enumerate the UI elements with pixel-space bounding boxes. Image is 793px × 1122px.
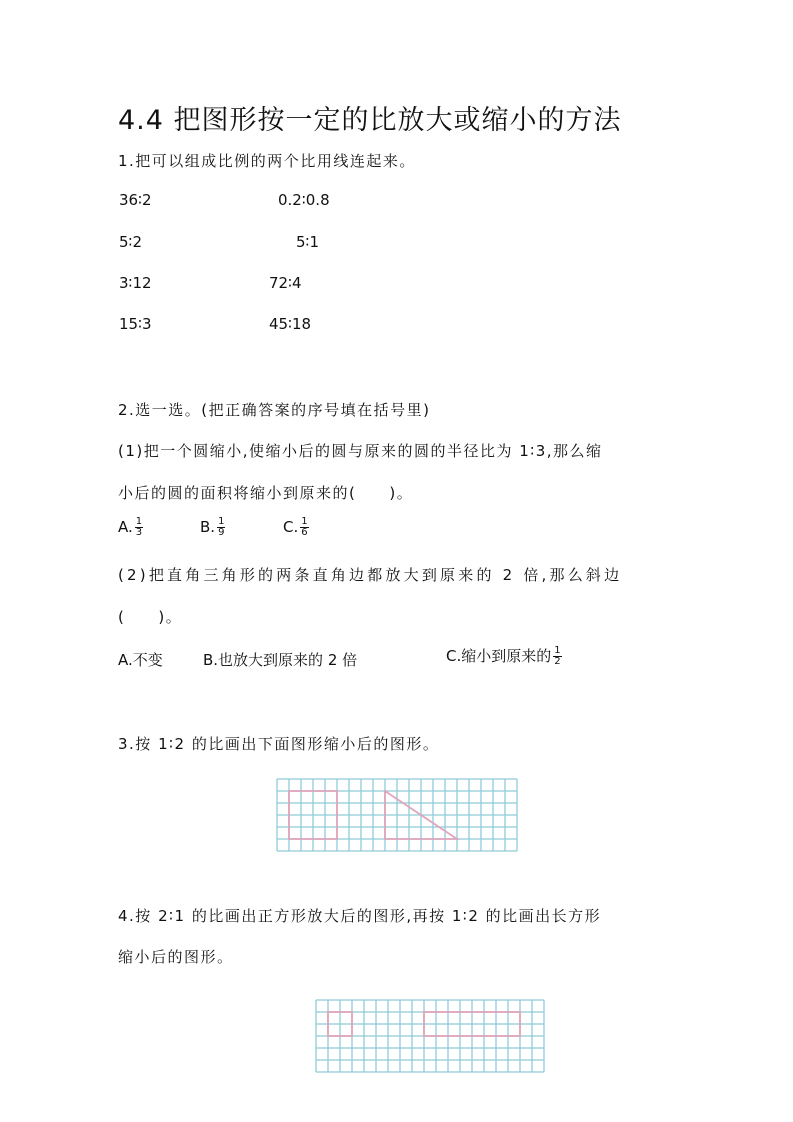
fraction: $\frac{1}{2}$ xyxy=(554,645,561,667)
page-title: 4.4 把图形按一定的比放大或缩小的方法 xyxy=(118,105,622,136)
q2-sub2-option-b[interactable]: B.也放大到原来的 2 倍 xyxy=(203,651,358,669)
fraction: $\frac{1}{9}$ xyxy=(218,516,225,538)
q2-sub1-line1: (1)把一个圆缩小,使缩小后的圆与原来的圆的半径比为 1∶3,那么缩 xyxy=(118,442,603,460)
q2-sub2-line1: (2)把直角三角形的两条直角边都放大到原来的 2 倍,那么斜边 xyxy=(118,566,623,584)
fraction: $\frac{1}{6}$ xyxy=(301,516,308,538)
q1-left-ratio-1[interactable]: 36∶2 xyxy=(119,191,152,209)
q2-sub1-option-a[interactable]: A. $\frac{1}{3}$ xyxy=(118,516,143,538)
q1-right-ratio-3[interactable]: 72∶4 xyxy=(269,274,302,292)
q2-prompt: 2.选一选。(把正确答案的序号填在括号里) xyxy=(118,401,431,419)
q2-sub2-option-c[interactable]: C.缩小到原来的 $\frac{1}{2}$ xyxy=(446,645,561,667)
q1-prompt: 1.把可以组成比例的两个比用线连起来。 xyxy=(118,152,416,170)
q2-sub1-option-c[interactable]: C. $\frac{1}{6}$ xyxy=(283,516,308,538)
q4-grid[interactable] xyxy=(315,999,545,1074)
q4-prompt-line2: 缩小后的图形。 xyxy=(118,948,234,966)
q1-left-ratio-2[interactable]: 5∶2 xyxy=(119,233,142,251)
q1-right-ratio-2[interactable]: 5∶1 xyxy=(296,233,319,251)
q1-left-ratio-4[interactable]: 15∶3 xyxy=(119,315,152,333)
q2-sub2-option-a[interactable]: A.不变 xyxy=(118,651,163,669)
q1-right-ratio-1[interactable]: 0.2∶0.8 xyxy=(278,191,330,209)
q4-prompt-line1: 4.按 2∶1 的比画出正方形放大后的图形,再按 1∶2 的比画出长方形 xyxy=(118,907,602,925)
q1-left-ratio-3[interactable]: 3∶12 xyxy=(119,274,152,292)
q3-grid[interactable] xyxy=(276,778,518,853)
q1-right-ratio-4[interactable]: 45∶18 xyxy=(269,315,312,333)
q3-prompt: 3.按 1∶2 的比画出下面图形缩小后的图形。 xyxy=(118,735,440,753)
q2-sub2-line2: ( )。 xyxy=(118,608,183,626)
fraction: $\frac{1}{3}$ xyxy=(135,516,143,538)
q2-sub1-line2: 小后的圆的面积将缩小到原来的( )。 xyxy=(118,484,414,502)
q2-sub1-option-b[interactable]: B. $\frac{1}{9}$ xyxy=(200,516,225,538)
